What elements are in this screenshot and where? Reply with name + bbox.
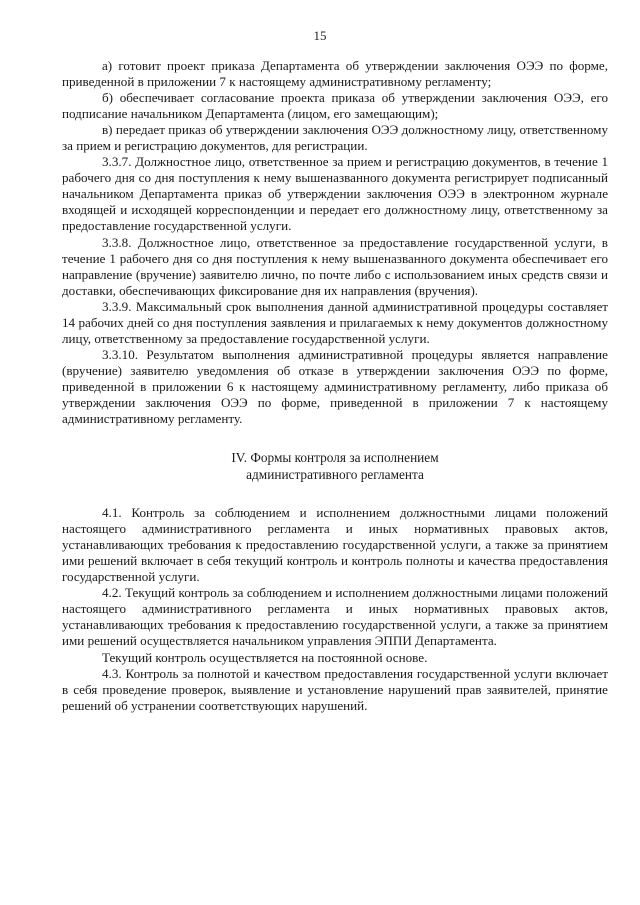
- page-number: 15: [313, 28, 327, 43]
- paragraph-4-2: 4.2. Текущий контроль за соблюдением и исполнением должностными лицами положений настоящего административного регламента и иных нормативных правовых актов, устанавливающих требования к предоставлению государственной услуги, а также за принятием ими решений осуществляется начальником управления ЭППИ Департамента.: [62, 585, 608, 649]
- paragraph-3-3-7: 3.3.7. Должностное лицо, ответственное за прием и регистрацию документов, в течение 1 рабочего дня со дня поступления к нему вышеназванного документа регистрирует подписанный начальником Департамента приказ об утверждении заключения ОЭЭ в электронном журнале входящей и исходящей корреспонденции и передает его должностному лицу, ответственному за предоставление государственной услуги.: [62, 154, 608, 234]
- paragraph-3-3-9: 3.3.9. Максимальный срок выполнения данной административной процедуры составляет 14 рабочих дней со дня поступления заявления и прилагаемых к нему документов должностному лицу, ответственному за предоставление государственной услуги.: [62, 298, 608, 346]
- document-body: [62, 58, 608, 714]
- paragraph-4-3: 4.3. Контроль за полнотой и качеством предоставления государственной услуги включает в себя проведение проверок, выявление и установление нарушений прав заявителей, принятие решений об устранении соответствующих нарушений.: [62, 665, 608, 713]
- paragraph-b: б) обеспечивает согласование проекта приказа об утверждении заключения ОЭЭ, его подписание начальником Департамента (лицом, его замещающим);: [62, 90, 608, 122]
- paragraph-4-1: 4.1. Контроль за соблюдением и исполнением должностными лицами положений настоящего административного регламента и иных нормативных правовых актов, устанавливающих требования к предоставлению государственной услуги, а также за принятием ими решений включает в себя текущий контроль и контроль полноты и качества предоставления государственной услуги.: [62, 505, 608, 585]
- section-heading-line-2: административного регламента: [246, 467, 424, 483]
- paragraph-c: в) передает приказ об утверждении заключения ОЭЭ должностному лицу, ответственному за прием и регистрацию документов, для регистрации.: [62, 122, 608, 154]
- section-heading-line-1: IV. Формы контроля за исполнением: [231, 450, 439, 466]
- paragraph-3-3-8: 3.3.8. Должностное лицо, ответственное за предоставление государственной услуги, в течение 1 рабочего дня со дня поступления к нему вышеназванного документа обеспечивает его направление (вручение) заявителю лично, по почте либо с использованием иных средств связи и доставки, обеспечивающих фиксирование дня их направления (вручения).: [62, 234, 608, 298]
- paragraph-3-3-10: 3.3.10. Результатом выполнения административной процедуры является направление (вручение) заявителю уведомления об отказе в утверждении заключения ОЭЭ по форме, приведенной в приложении 6 к настоящему административному регламенту, либо приказа об утверждении заключения ОЭЭ по форме, приведенной в приложении 7 к настоящему административному регламенту.: [62, 346, 608, 427]
- paragraph-current-control: Текущий контроль осуществляется на постоянной основе.: [102, 649, 428, 665]
- paragraph-a: а) готовит проект приказа Департамента об утверждении заключения ОЭЭ по форме, приведенной в приложении 7 к настоящему административному регламенту;: [62, 58, 608, 90]
- section-heading: [62, 449, 608, 483]
